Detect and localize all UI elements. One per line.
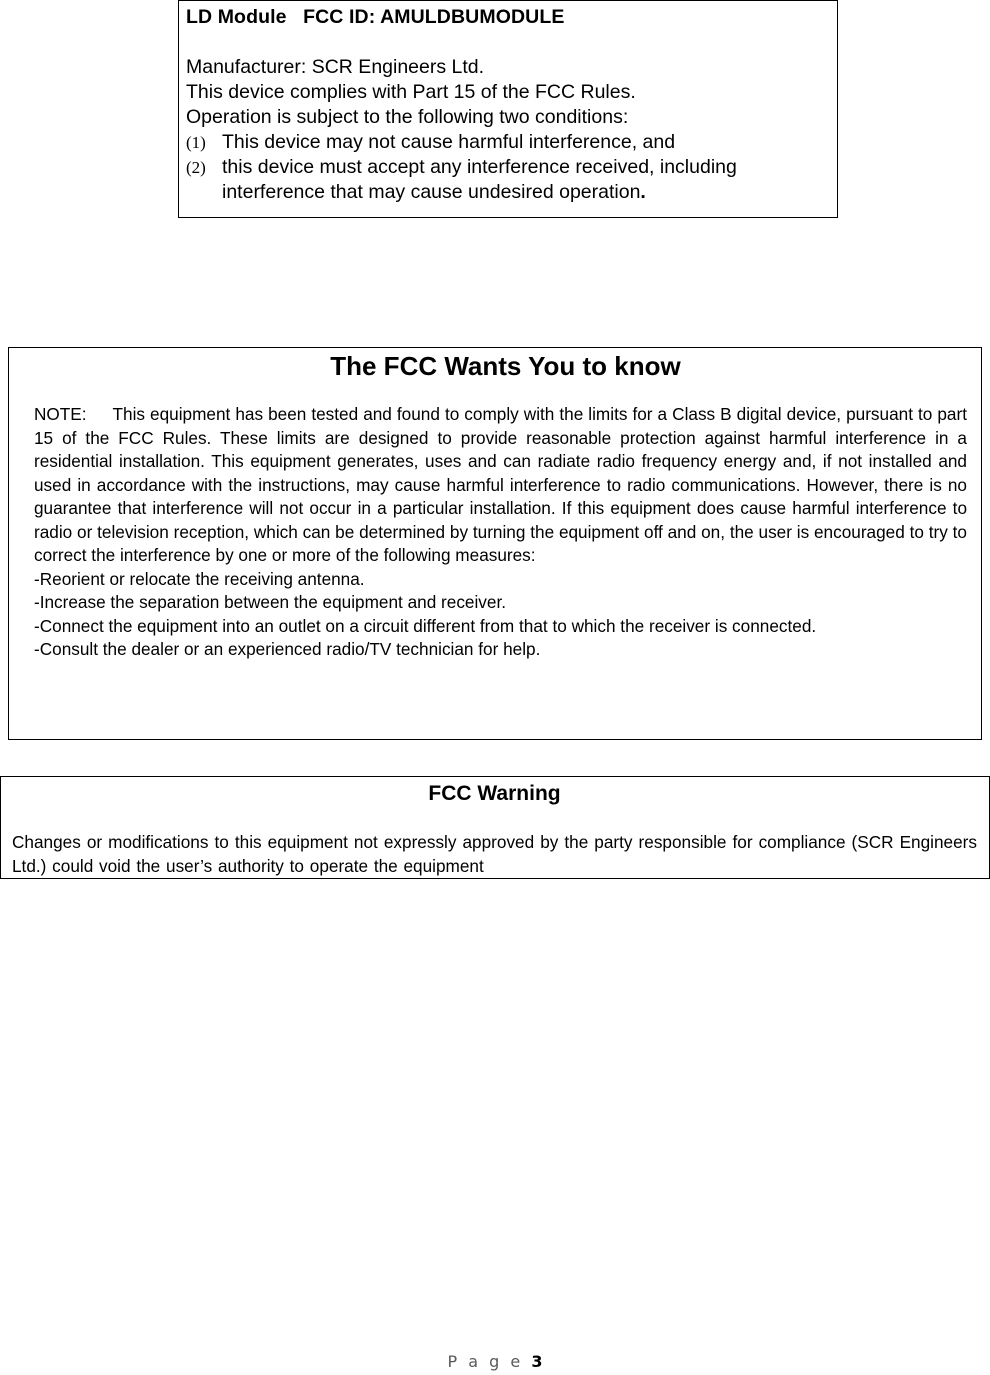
page-label: P a g e: [447, 1352, 524, 1371]
condition-end-mark: .: [640, 181, 646, 203]
warning-heading: FCC Warning: [428, 782, 561, 805]
note-label: NOTE:: [34, 404, 87, 424]
fcc-notice-box: [8, 347, 982, 740]
condition-item: [186, 155, 829, 205]
measure-item: -Increase the separation between the equipment and receiver.: [34, 592, 507, 612]
compliance-line: This device complies with Part 15 of the FCC Rules.: [186, 81, 636, 103]
measure-item: -Consult the dealer or an experienced radio/TV technician for help.: [34, 639, 541, 659]
manufacturer-line: Manufacturer: SCR Engineers Ltd.: [186, 56, 485, 78]
notice-body-text: This equipment has been tested and found to comply with the limits for a Class B digital device, pursuant to part 15 of the FCC Rules. These limits are designed to provide reasonable protection against harmful interference in a residential installation. This equipment generates, uses and can radiate radio frequency energy and, if not installed and used in accordance with the instructions, may cause harmful interference to radio communications. However, there is no guarantee that interference will not occur in a particular installation. If this equipment does cause harmful interference to radio or television reception, which can be determined by turning the equipment off and on, the user is encouraged to try to correct the interference by one or more of the following measures:: [34, 404, 967, 565]
condition-item: [186, 130, 829, 155]
condition-number: (2): [186, 158, 206, 177]
fcc-label-box: [178, 0, 838, 218]
warning-body: Changes or modifications to this equipment not expressly approved by the party responsible for compliance (SCR Engineers Ltd.) could void the user’s authority to operate the equipment: [12, 832, 977, 876]
measure-item: -Reorient or relocate the receiving antenna.: [34, 568, 365, 589]
condition-text: [222, 155, 829, 205]
condition-number: (1): [186, 133, 206, 152]
label-title: LD Module FCC ID: AMULDBUMODULE: [186, 6, 565, 28]
fcc-warning-box: [0, 776, 990, 879]
page-number: 3: [531, 1352, 543, 1371]
notice-body: [34, 403, 967, 568]
condition-text-body: this device must accept any interference received, including interference that may cause undesired operation: [222, 156, 737, 203]
conditions-intro: Operation is subject to the following two conditions:: [186, 106, 629, 128]
measure-item: -Connect the equipment into an outlet on a circuit different from that to which the receiver is connected.: [34, 615, 817, 636]
notice-heading: The FCC Wants You to know: [330, 351, 681, 381]
page-footer: [0, 1352, 990, 1371]
condition-text: This device may not cause harmful interference, and: [222, 131, 676, 153]
